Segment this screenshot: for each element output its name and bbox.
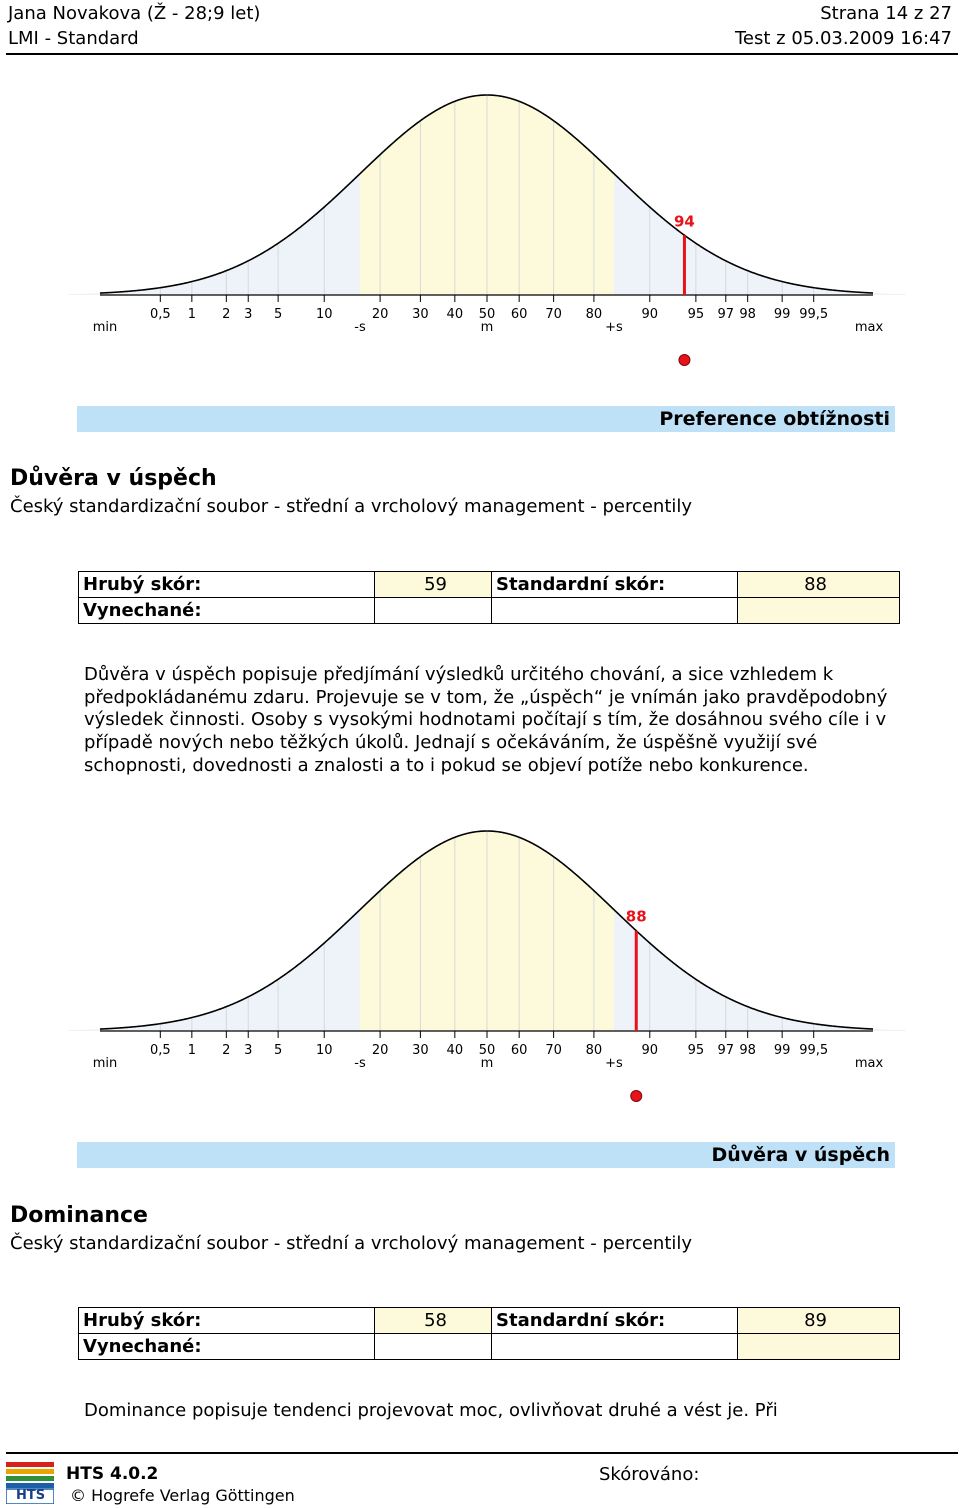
score-dot <box>679 355 690 366</box>
raw-score-label: Hrubý skór: <box>79 572 375 598</box>
tick-label: 0,5 <box>149 1043 171 1058</box>
tick-label: 97 <box>717 307 735 322</box>
curve-tail-left <box>68 910 360 1031</box>
tick-label: 10 <box>315 1043 333 1058</box>
tick-label: 2 <box>222 307 231 322</box>
tick-label: 30 <box>412 307 429 322</box>
scale-label-m: m <box>480 320 494 335</box>
publisher: © Hogrefe Verlag Göttingen <box>70 1486 295 1505</box>
tick-label: 99 <box>773 1043 791 1058</box>
tick-label: 95 <box>687 307 705 322</box>
missing-value <box>375 598 492 624</box>
score-table-confidence <box>78 571 900 624</box>
tick-label: 2 <box>222 1043 231 1058</box>
page-number: Strana 14 z 27 <box>820 3 952 24</box>
missing-label: Vynechané: <box>79 598 375 624</box>
scale-label-max: max <box>854 1056 884 1071</box>
missing-empty-value <box>738 1334 900 1360</box>
missing-label: Vynechané: <box>79 1334 375 1360</box>
scale-label-min: min <box>92 1056 118 1071</box>
tick-label: 1 <box>187 1043 196 1058</box>
tick-label: 98 <box>739 307 756 322</box>
raw-score-value: 58 <box>375 1308 492 1334</box>
tick-label: 0,5 <box>149 307 171 322</box>
score-dot <box>631 1091 642 1102</box>
tick-label: 90 <box>641 1043 659 1058</box>
missing-empty <box>492 1334 738 1360</box>
tick-label: 99 <box>773 307 791 322</box>
description-confidence: Důvěra v úspěch popisuje předjímání výsledků určitého chování, a sice vzhledem k předpokládanému zdaru. Projevuje se v tom, že „úspěch“ je vnímán jako pravděpodobný výsledek činnosti. Osoby s vysokými hodnotami počítají s tím, že dosáhnou svého cíle i v případě nových nebo těžkých úkolů. Jednají s očekáváním, že úspěšně využijí své schopnosti, dovednosti a znalosti a to i pokud se objeví potíže nebo konkurence. <box>84 664 888 776</box>
raw-score-label: Hrubý skór: <box>79 1308 375 1334</box>
tick-label: 20 <box>371 307 389 322</box>
section-subtitle-dominance: Český standardizační soubor - střední a vrcholový management - percentily <box>10 1233 693 1254</box>
missing-empty-value <box>738 598 900 624</box>
tick-label: 90 <box>641 307 659 322</box>
tick-label: 5 <box>273 1043 283 1058</box>
header-divider <box>6 53 958 55</box>
missing-value <box>375 1334 492 1360</box>
tick-label: 20 <box>371 1043 389 1058</box>
tick-label: 98 <box>739 1043 756 1058</box>
normal-curve-chart-1 <box>0 60 960 360</box>
scale-label-minus_s: -s <box>354 320 366 335</box>
tick-label: 1 <box>187 307 196 322</box>
section-subtitle-confidence: Český standardizační soubor - střední a vrcholový management - percentily <box>10 496 693 517</box>
scale-label-minus_s: -s <box>354 1056 366 1071</box>
scale-label-max: max <box>854 320 884 335</box>
std-score-value: 88 <box>738 572 900 598</box>
tick-label: 3 <box>244 307 253 322</box>
tick-label: 50 <box>478 1043 496 1058</box>
scale-label-plus_s: +s <box>605 1056 623 1071</box>
std-score-value: 89 <box>738 1308 900 1334</box>
scale-bar-confidence: Důvěra v úspěch <box>77 1142 895 1168</box>
tick-label: 70 <box>545 307 562 322</box>
scale-label-plus_s: +s <box>605 320 623 335</box>
tick-label: 30 <box>412 1043 429 1058</box>
tick-label: 60 <box>510 1043 528 1058</box>
chart-svg-2 <box>0 796 960 1116</box>
tick-label: 60 <box>510 307 528 322</box>
chart-svg-1 <box>0 60 960 380</box>
logo-text: HTS <box>16 1488 46 1503</box>
test-date: Test z 05.03.2009 16:47 <box>735 28 952 49</box>
tick-label: 70 <box>545 1043 562 1058</box>
tick-label: 5 <box>273 307 283 322</box>
std-score-label: Standardní skór: <box>492 572 738 598</box>
tick-label: 97 <box>717 1043 735 1058</box>
hts-logo-icon <box>6 1462 54 1504</box>
description-dominance: Dominance popisuje tendenci projevovat moc, ovlivňovat druhé a vést je. Při <box>84 1400 778 1421</box>
score-marker-label: 88 <box>625 907 647 926</box>
person-name: Jana Novakova (Ž - 28;9 let) <box>8 3 261 24</box>
curve-tail-right <box>614 907 906 1031</box>
score-marker-label: 94 <box>674 212 695 231</box>
tick-label: 80 <box>585 307 603 322</box>
tick-label: 40 <box>446 307 464 322</box>
tick-label: 99,5 <box>799 1043 829 1058</box>
tick-label: 40 <box>446 1043 464 1058</box>
tick-label: 50 <box>478 307 496 322</box>
scale-label-m: m <box>480 1056 494 1071</box>
footer-divider <box>6 1452 958 1454</box>
curve-tail-right <box>614 174 906 295</box>
software-version: HTS 4.0.2 <box>66 1464 159 1484</box>
scale-bar-preference: Preference obtížnosti <box>77 406 895 432</box>
raw-score-value: 59 <box>375 572 492 598</box>
scale-label-min: min <box>92 320 118 335</box>
test-name: LMI - Standard <box>8 28 139 49</box>
score-table-dominance <box>78 1307 900 1360</box>
std-score-label: Standardní skór: <box>492 1308 738 1334</box>
section-title-dominance: Dominance <box>10 1203 148 1228</box>
curve-tail-left <box>68 174 360 295</box>
tick-label: 10 <box>315 307 333 322</box>
tick-label: 95 <box>687 1043 705 1058</box>
section-title-confidence: Důvěra v úspěch <box>10 466 217 491</box>
missing-empty <box>492 598 738 624</box>
tick-label: 80 <box>585 1043 603 1058</box>
tick-label: 3 <box>244 1043 253 1058</box>
tick-label: 99,5 <box>799 307 829 322</box>
scored-label: Skórováno: <box>599 1464 700 1485</box>
normal-curve-chart-2 <box>0 796 960 1096</box>
